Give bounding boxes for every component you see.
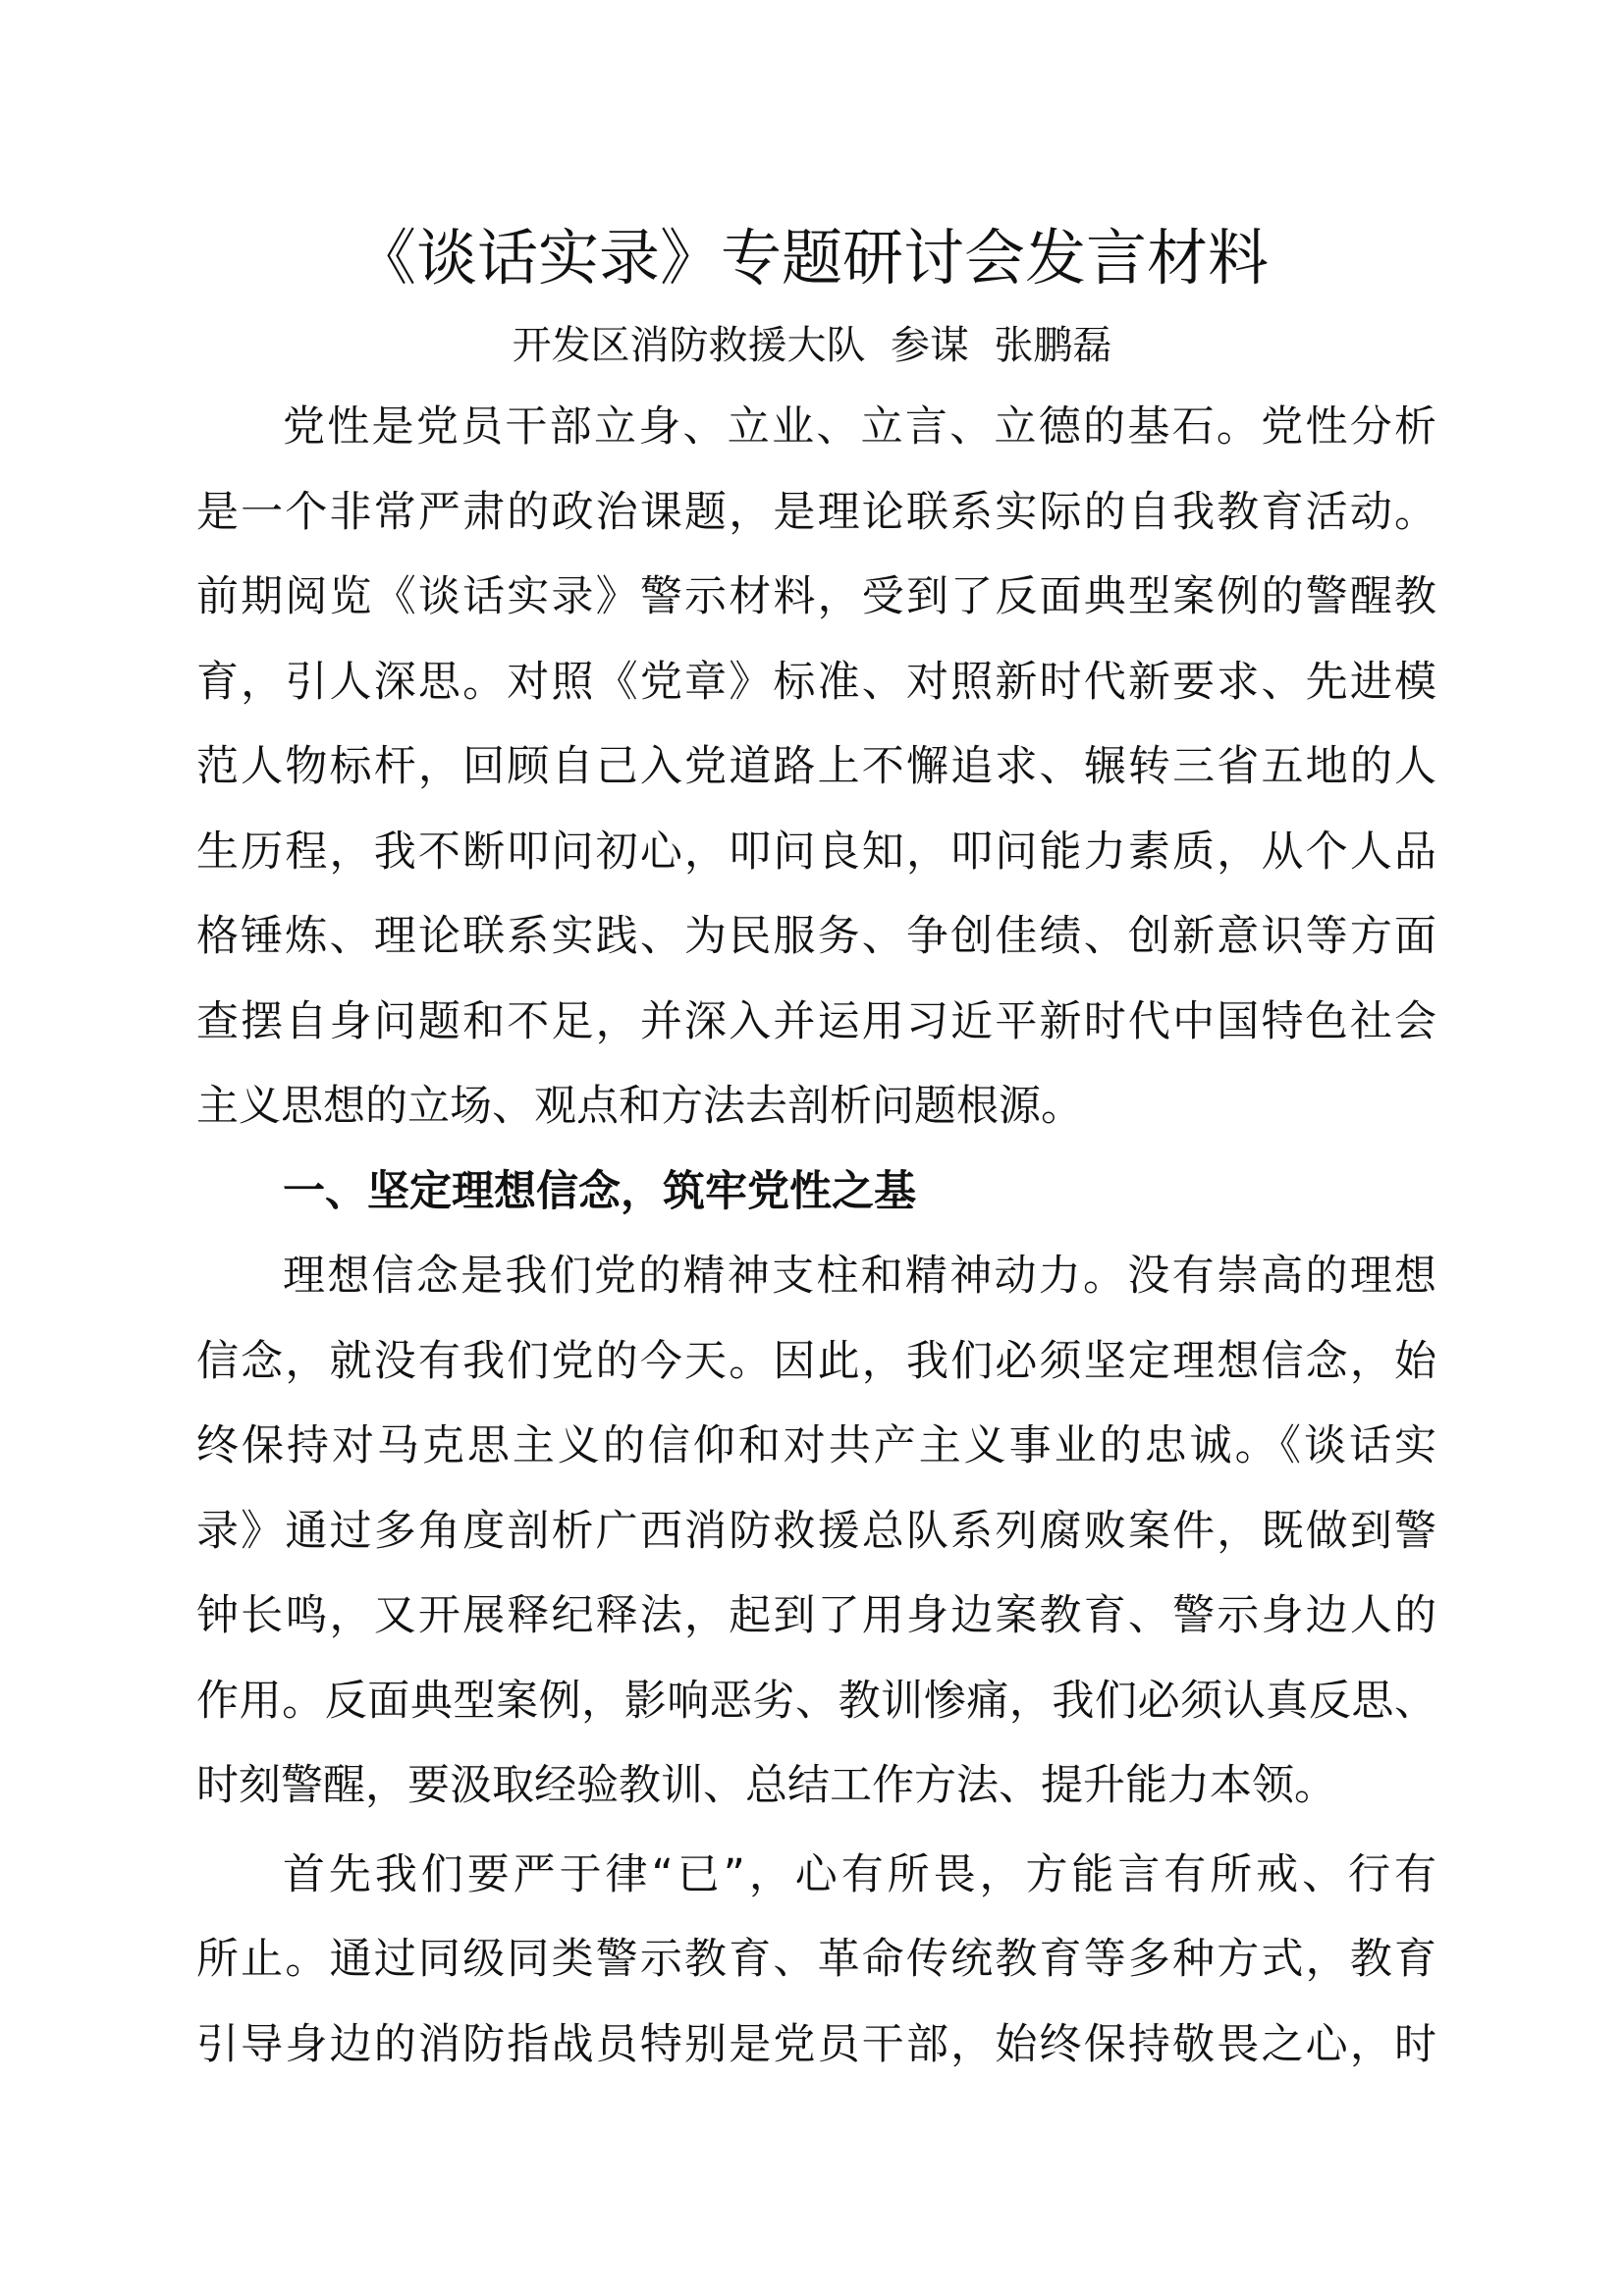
text-line: 主义思想的立场、观点和方法去剖析问题根源。 <box>196 1082 1083 1131</box>
text-line: 是一个非常严肃的政治课题，是理论联系实际的自我教育活动。 <box>196 487 1436 537</box>
text-line: 育，引人深思。对照《党章》标准、对照新时代新要求、先进模 <box>196 657 1436 707</box>
text-line: 所止。通过同级同类警示教育、革命传统教育等多种方式，教育 <box>196 1935 1436 1984</box>
text-line: 首先我们要严于律“已”，心有所畏，方能言有所戒、行有 <box>283 1849 1436 1899</box>
paragraph-discipline <box>196 1833 1436 2088</box>
text-line: 时刻警醒，要汲取经验教训、总结工作方法、提升能力本领。 <box>196 1761 1336 1810</box>
text-line: 查摆自身问题和不足，并深入并运用习近平新时代中国特色社会 <box>196 996 1436 1046</box>
text-line: 理想信念是我们党的精神支柱和精神动力。没有崇高的理想 <box>283 1252 1436 1301</box>
text-line: 信念，就没有我们党的今天。因此，我们必须坚定理想信念，始 <box>196 1336 1436 1386</box>
author-line: 开发区消防救援大队 参谋 张鹏磊 <box>512 323 1112 368</box>
text-line: 党性是党员干部立身、立业、立言、立德的基石。党性分析 <box>283 402 1436 452</box>
text-line: 格锤炼、理论联系实践、为民服务、争创佳绩、创新意识等方面 <box>196 912 1436 961</box>
paragraph-intro <box>196 385 1436 1149</box>
text-line: 生历程，我不断叩问初心，叩问良知，叩问能力素质，从个人品 <box>196 827 1436 877</box>
text-line: 范人物标杆，回顾自己入党道路上不懈追求、辗转三省五地的人 <box>196 742 1436 791</box>
text-line: 引导身边的消防指战员特别是党员干部，始终保持敬畏之心，时 <box>196 2019 1436 2069</box>
text-line: 录》通过多角度剖析广西消防救援总队系列腐败案件，既做到警 <box>196 1506 1436 1556</box>
text-line: 终保持对马克思主义的信仰和对共产主义事业的忠诚。《谈话实 <box>196 1421 1436 1470</box>
text-line: 钟长鸣，又开展释纪释法，起到了用身边案教育、警示身边人的 <box>196 1591 1436 1640</box>
paragraph-ideals <box>196 1234 1436 1829</box>
text-line: 前期阅览《谈话实录》警示材料，受到了反面典型案例的警醒教 <box>196 572 1436 621</box>
section-heading: 一、坚定理想信念，筑牢党性之基 <box>283 1166 916 1216</box>
document-body <box>196 385 1436 2087</box>
text-line: 作用。反面典型案例，影响恶劣、教训惨痛，我们必须认真反思、 <box>196 1676 1436 1726</box>
document-title: 《谈话实录》专题研讨会发言材料 <box>354 222 1269 294</box>
